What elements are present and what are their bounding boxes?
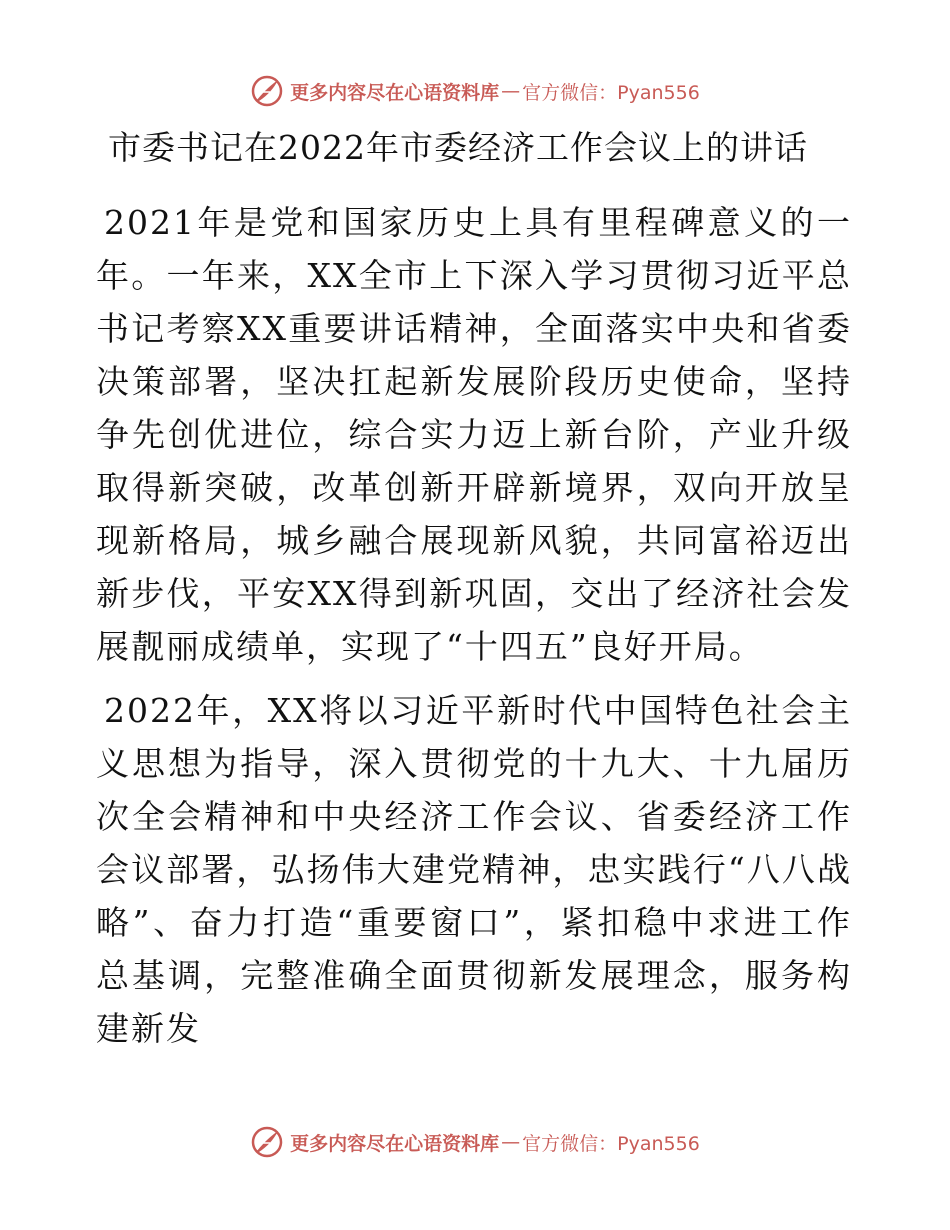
document-body: [96, 196, 852, 1066]
banner-separator: —: [501, 1131, 521, 1153]
quill-circle-logo-icon: [250, 1125, 284, 1159]
paragraph-1: 2021年是党和国家历史上具有里程碑意义的一年。一年来，XX全市上下深入学习贯彻习近平总书记考察XX重要讲话精神，全面落实中央和省委决策部署，坚决扛起新发展阶段历史使命，坚持争先创优进位，综合实力迈上新台阶，产业升级取得新突破，改革创新开辟新境界，双向开放呈现新格局，城乡融合展现新风貌，共同富裕迈出新步伐，平安XX得到新巩固，交出了经济社会发展靓丽成绩单，实现了“十四五”良好开局。: [96, 203, 852, 666]
banner-separator: —: [501, 80, 521, 102]
banner-site-text: 更多内容尽在心语资料库: [290, 81, 500, 104]
header-banner: [0, 71, 950, 111]
footer-banner: [0, 1122, 950, 1162]
quill-circle-logo-icon: [250, 74, 284, 108]
banner-wechat-label: 官方微信：Pyan556: [522, 1132, 700, 1155]
paragraph-2: 2022年，XX将以习近平新时代中国特色社会主义思想为指导，深入贯彻党的十九大、十九届历次全会精神和中央经济工作会议、省委经济工作会议部署，弘扬伟大建党精神，忠实践行“八八战略”、奋力打造“重要窗口”，紧扣稳中求进工作总基调，完整准确全面贯彻新发展理念，服务构建新发: [96, 691, 852, 1048]
banner-wechat-label: 官方微信：Pyan556: [522, 81, 700, 104]
document-title: 市委书记在2022年市委经济工作会议上的讲话: [108, 128, 808, 167]
banner-site-text: 更多内容尽在心语资料库: [290, 1132, 500, 1155]
